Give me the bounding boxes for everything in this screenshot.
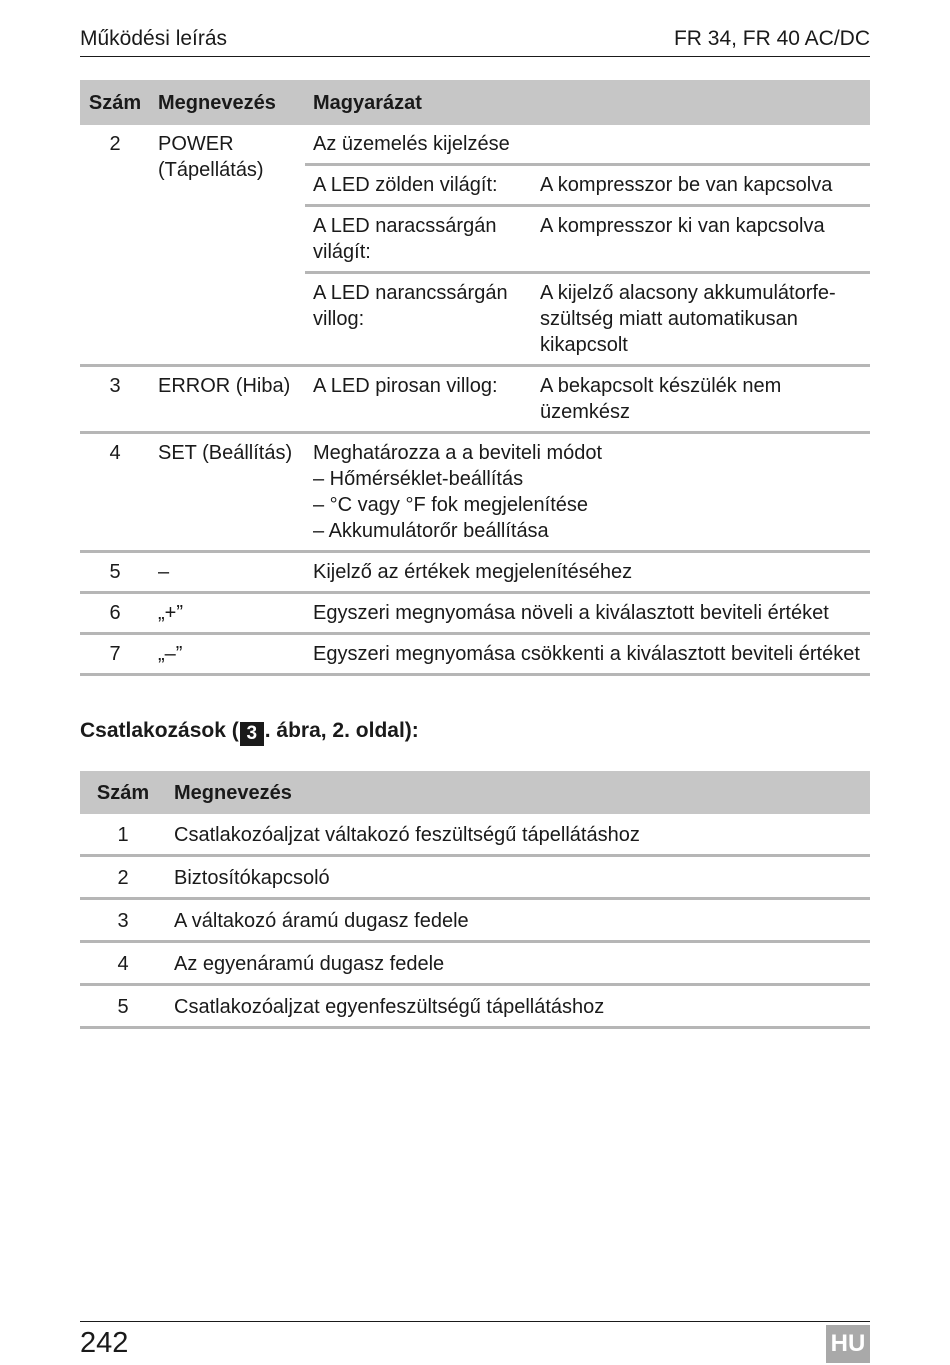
led-state: A LED zölden világít: xyxy=(305,165,532,206)
row-name: SET (Beállítás) xyxy=(150,433,305,552)
led-meaning: A kompresszor ki van kapcsolva xyxy=(532,206,870,273)
description-line: – Hőmérséklet-beállítás xyxy=(313,468,524,490)
row-name: „–” xyxy=(150,634,305,675)
figure-number-badge: 3 xyxy=(240,722,264,746)
row-description: Egyszeri megnyomása csökkenti a kiválasztott beviteli értéket xyxy=(305,634,870,675)
row-description: Kijelző az értékek megjelenítéséhez xyxy=(305,552,870,593)
section-title: Működési leírás xyxy=(80,27,228,50)
row-number: 4 xyxy=(80,942,166,985)
page-header xyxy=(80,26,870,57)
table-header-row xyxy=(80,771,870,814)
row-number: 2 xyxy=(80,125,150,366)
row-intro: Az üzemelés kijelzése xyxy=(305,125,870,165)
section-heading-suffix: . ábra, 2. oldal): xyxy=(264,719,419,742)
row-name-line: POWER xyxy=(158,133,234,155)
column-header-desc: Magyarázat xyxy=(305,80,870,125)
table-row xyxy=(80,942,870,985)
row-name: Csatlakozóaljzat egyenfeszültségű tápellátáshoz xyxy=(166,985,870,1028)
table-row xyxy=(80,125,870,165)
row-number: 1 xyxy=(80,814,166,856)
column-header-num: Szám xyxy=(80,80,150,125)
table-row xyxy=(80,814,870,856)
section-heading xyxy=(80,716,419,746)
section-heading-text: Csatlakozások ( xyxy=(80,719,239,742)
model-title: FR 34, FR 40 AC/DC xyxy=(673,27,870,50)
table-row xyxy=(80,634,870,675)
row-name: Az egyenáramú dugasz fedele xyxy=(166,942,870,985)
description-line: Meghatározza a a beviteli módot xyxy=(313,442,603,464)
led-state: A LED naracssárgán világít: xyxy=(305,206,532,273)
table-row xyxy=(80,899,870,942)
row-number: 7 xyxy=(80,634,150,675)
led-meaning: A kompresszor be van kapcsolva xyxy=(532,165,870,206)
table-row xyxy=(80,856,870,899)
led-state: A LED pirosan villog: xyxy=(305,366,532,433)
row-description xyxy=(305,433,870,552)
row-number: 5 xyxy=(80,552,150,593)
column-header-name: Megnevezés xyxy=(166,771,870,814)
row-description: Egyszeri megnyomása növeli a kiválasztott beviteli értéket xyxy=(305,593,870,634)
connections-table xyxy=(80,771,870,1029)
row-number: 5 xyxy=(80,985,166,1028)
page-number: 242 xyxy=(80,1327,129,1359)
led-state: A LED narancssárgán villog: xyxy=(305,273,532,366)
row-name xyxy=(150,125,305,366)
table-row xyxy=(80,433,870,552)
description-line: – °C vagy °F fok megjelenítése xyxy=(313,494,589,516)
language-badge: HU xyxy=(826,1325,870,1363)
page-footer xyxy=(80,1321,870,1362)
controls-table xyxy=(80,80,870,676)
row-number: 3 xyxy=(80,366,150,433)
table-row xyxy=(80,593,870,634)
table-header-row xyxy=(80,80,870,125)
column-header-name: Megnevezés xyxy=(150,80,305,125)
led-meaning: A kijelző alacsony akkumulátorfe-szültség miatt automatikusan kikapcsolt xyxy=(532,273,870,366)
description-line: – Akkumulátorőr beállítása xyxy=(313,520,549,542)
row-name: ERROR (Hiba) xyxy=(150,366,305,433)
row-number: 4 xyxy=(80,433,150,552)
row-name: „+” xyxy=(150,593,305,634)
row-number: 2 xyxy=(80,856,166,899)
row-number: 3 xyxy=(80,899,166,942)
led-meaning: A bekapcsolt készülék nem üzemkész xyxy=(532,366,870,433)
table-row xyxy=(80,366,870,433)
table-row xyxy=(80,985,870,1028)
row-name: Csatlakozóaljzat váltakozó feszültségű tápellátáshoz xyxy=(166,814,870,856)
row-name-line: (Tápellátás) xyxy=(158,159,264,181)
row-name: Biztosítókapcsoló xyxy=(166,856,870,899)
row-number: 6 xyxy=(80,593,150,634)
column-header-num: Szám xyxy=(80,771,166,814)
row-name: A váltakozó áramú dugasz fedele xyxy=(166,899,870,942)
row-name: – xyxy=(150,552,305,593)
table-row xyxy=(80,552,870,593)
